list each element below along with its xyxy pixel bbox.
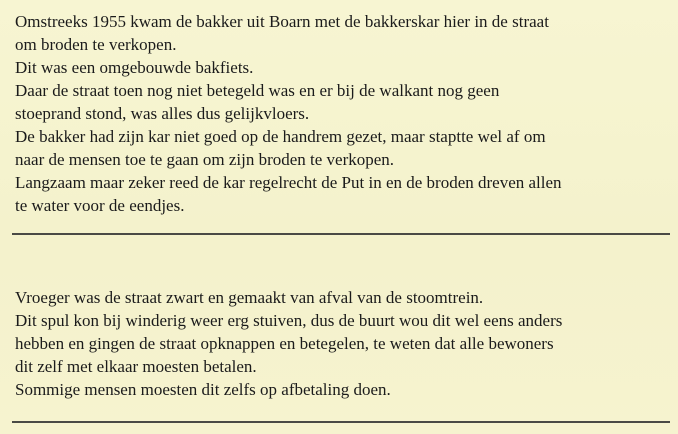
text-line: naar de mensen toe te gaan om zijn broden te verkopen. xyxy=(15,150,395,169)
text-line: te water voor de eendjes. xyxy=(15,196,185,215)
text-line: hebben en gingen de straat opknappen en betegelen, te weten dat alle bewoners xyxy=(15,334,554,353)
divider-line xyxy=(12,421,670,423)
text-line: dit zelf met elkaar moesten betalen. xyxy=(15,357,257,376)
paragraph-bakker xyxy=(15,10,670,217)
text-line: Dit spul kon bij winderig weer erg stuiven, dus de buurt wou dit wel eens anders xyxy=(15,311,563,330)
text-line: De bakker had zijn kar niet goed op de handrem gezet, maar staptte wel af om xyxy=(15,127,546,146)
text-line: Sommige mensen moesten dit zelfs op afbetaling doen. xyxy=(15,380,391,399)
text-line: om broden te verkopen. xyxy=(15,35,177,54)
text-line: Omstreeks 1955 kwam de bakker uit Boarn met de bakkerskar hier in de straat xyxy=(15,12,549,31)
paragraph-straat xyxy=(15,286,670,401)
text-line: Daar de straat toen nog niet betegeld was en er bij de walkant nog geen xyxy=(15,81,500,100)
text-line: Dit was een omgebouwde bakfiets. xyxy=(15,58,254,77)
text-line: Vroeger was de straat zwart en gemaakt van afval van de stoomtrein. xyxy=(15,288,484,307)
text-line: stoeprand stond, was alles dus gelijkvloers. xyxy=(15,104,310,123)
divider-line xyxy=(12,233,670,235)
text-line: Langzaam maar zeker reed de kar regelrecht de Put in en de broden dreven allen xyxy=(15,173,562,192)
